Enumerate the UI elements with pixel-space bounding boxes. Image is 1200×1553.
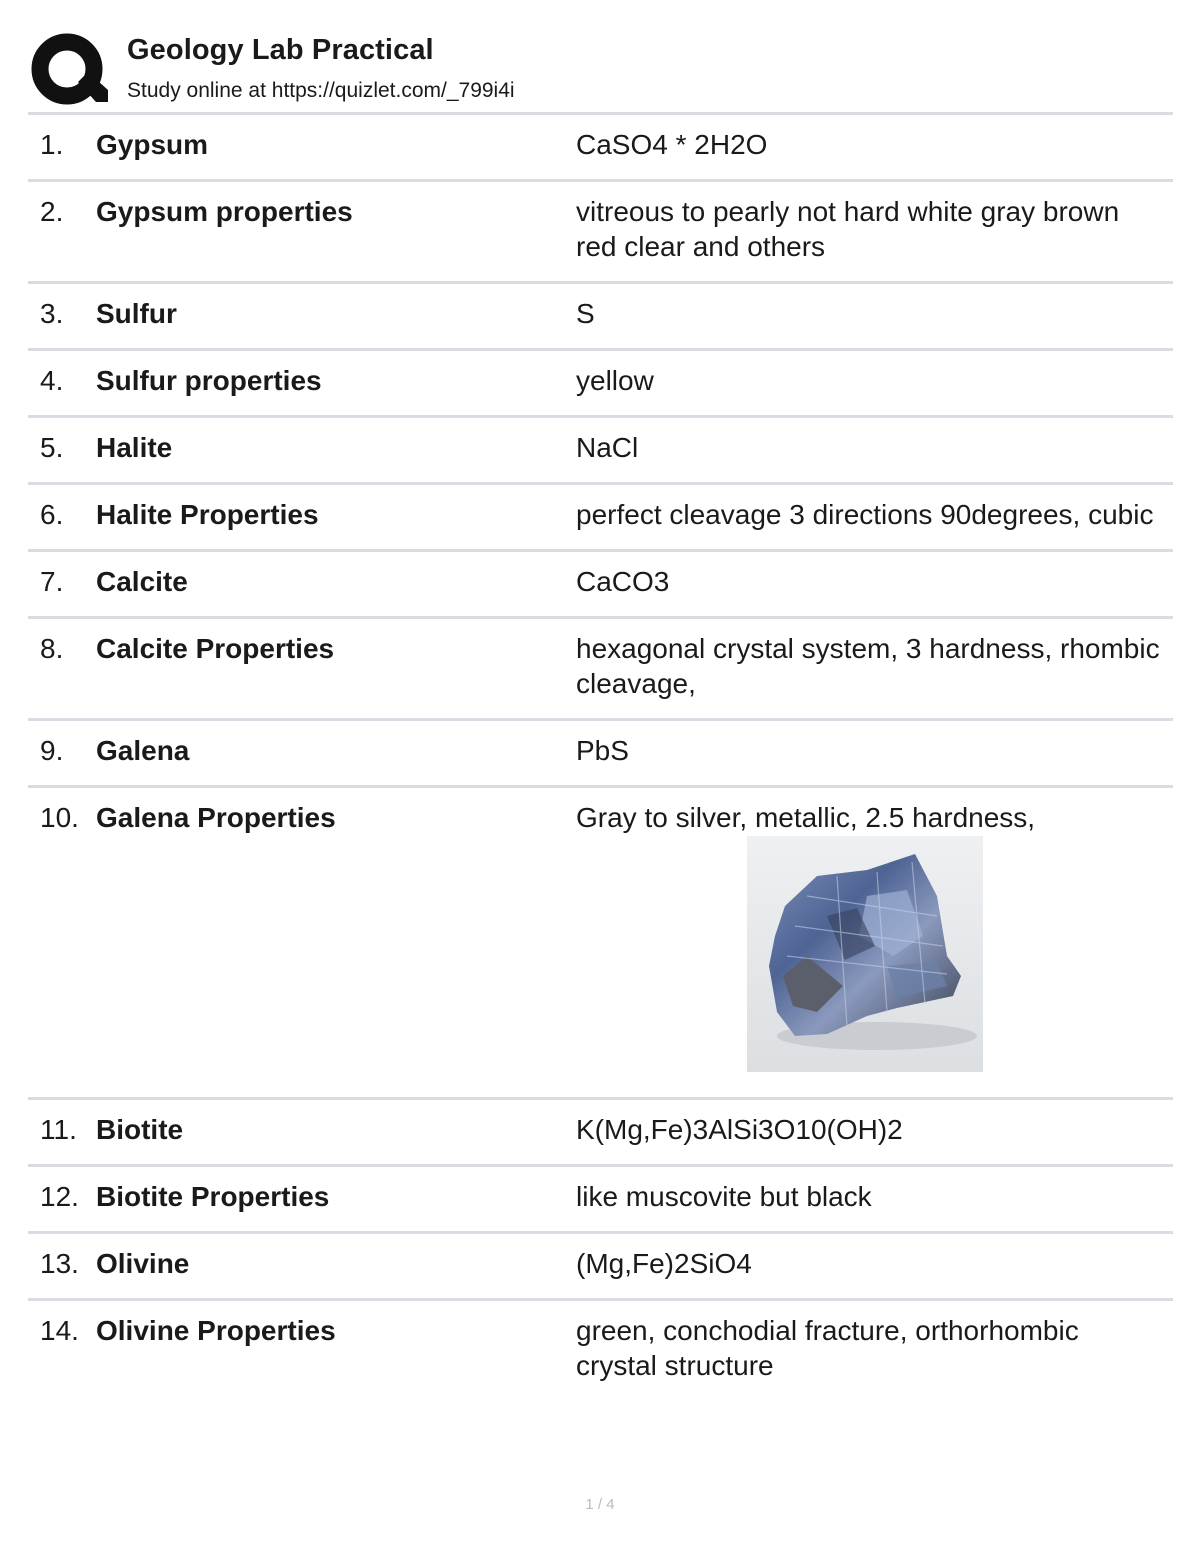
card-term: Olivine Properties: [96, 1315, 336, 1346]
card-number: 12.: [40, 1181, 79, 1212]
card-number: 1.: [40, 129, 64, 160]
card-term: Halite: [96, 432, 173, 463]
card-row: [28, 549, 1173, 616]
card-term: Gypsum properties: [96, 196, 353, 227]
card-definition: K(Mg,Fe)3AlSi3O10(OH)2: [576, 1114, 903, 1145]
card-definition: like muscovite but black: [576, 1181, 872, 1212]
card-number: 6.: [40, 499, 64, 530]
card-row: [28, 112, 1173, 179]
card-number: 9.: [40, 735, 64, 766]
card-definition: hexagonal crystal system, 3 hardness, rhombic cleavage,: [576, 633, 1160, 699]
card-number: 10.: [40, 802, 79, 833]
card-definition: vitreous to pearly not hard white gray brown red clear and others: [576, 196, 1120, 262]
card-term: Biotite: [96, 1114, 184, 1145]
card-definition: S: [576, 298, 595, 329]
card-term: Sulfur properties: [96, 365, 322, 396]
card-definition: NaCl: [576, 432, 639, 463]
card-number: 2.: [40, 196, 64, 227]
card-definition: (Mg,Fe)2SiO4: [576, 1248, 752, 1279]
card-term: Calcite: [96, 566, 188, 597]
card-term: Gypsum: [96, 129, 209, 160]
card-definition: CaSO4 * 2H2O: [576, 129, 768, 160]
card-definition: yellow: [576, 365, 654, 396]
card-term: Biotite Properties: [96, 1181, 330, 1212]
card-number: 5.: [40, 432, 64, 463]
card-row: [28, 616, 1173, 718]
flashcard-list: [28, 112, 1173, 1400]
card-term: Galena: [96, 735, 190, 766]
card-number: 13.: [40, 1248, 79, 1279]
card-definition: [576, 800, 1166, 1080]
card-number: 14.: [40, 1315, 79, 1346]
quizlet-logo-icon: [30, 30, 108, 108]
card-row: [28, 1097, 1173, 1164]
card-definition: green, conchodial fracture, orthorhombic crystal structure: [576, 1315, 1079, 1381]
card-row: [28, 179, 1173, 281]
card-row: [28, 415, 1173, 482]
card-term: Halite Properties: [96, 499, 319, 530]
card-number: 7.: [40, 566, 64, 597]
card-term: Sulfur: [96, 298, 177, 329]
page-title: Geology Lab Practical: [127, 34, 434, 66]
card-row: [28, 281, 1173, 348]
galena-mineral-image: [747, 836, 983, 1072]
card-definition-text: Gray to silver, metallic, 2.5 hardness,: [576, 802, 1036, 833]
card-number: 8.: [40, 633, 64, 664]
card-row: [28, 348, 1173, 415]
card-number: 11.: [40, 1114, 77, 1145]
card-term: Olivine: [96, 1248, 190, 1279]
page-number: 1 / 4: [585, 1496, 615, 1513]
card-definition: PbS: [576, 735, 629, 766]
card-row: [28, 482, 1173, 549]
card-row: [28, 1164, 1173, 1231]
card-term: Galena Properties: [96, 802, 336, 833]
study-link[interactable]: Study online at https://quizlet.com/_799i4i: [127, 79, 515, 102]
card-row: [28, 1231, 1173, 1298]
card-number: 3.: [40, 298, 64, 329]
card-number: 4.: [40, 365, 64, 396]
page-header: [30, 28, 1172, 112]
card-row: [28, 1298, 1173, 1400]
card-definition: CaCO3: [576, 566, 670, 597]
card-row: [28, 785, 1173, 1097]
card-row: [28, 718, 1173, 785]
card-term: Calcite Properties: [96, 633, 335, 664]
card-definition: perfect cleavage 3 directions 90degrees, cubic: [576, 499, 1154, 530]
